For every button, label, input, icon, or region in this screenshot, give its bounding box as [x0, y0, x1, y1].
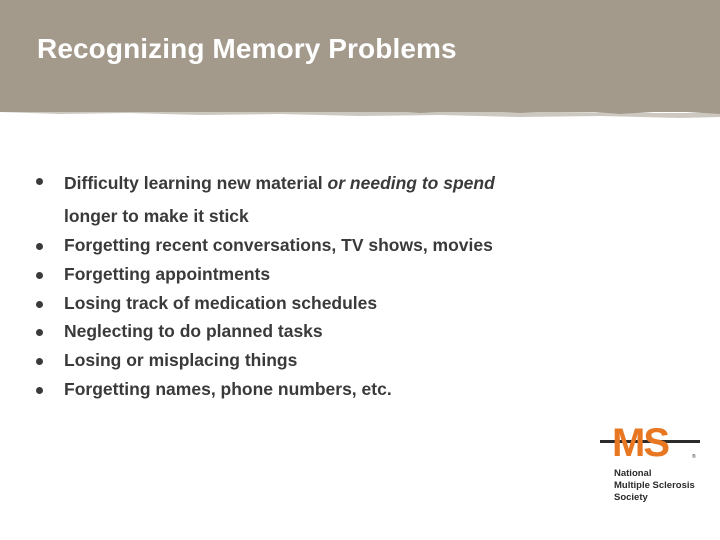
- bullet-item: [36, 289, 596, 318]
- bullet-list: [36, 173, 596, 404]
- logo-line: National: [614, 468, 652, 479]
- bullet-item: [36, 260, 596, 289]
- bullet-item: [36, 317, 596, 346]
- bullet-text-continuation: longer to make it stick: [64, 206, 249, 226]
- bullet-text: Forgetting recent conversations, TV shows, movies: [64, 235, 493, 255]
- logo-line: Multiple Sclerosis: [614, 480, 695, 491]
- bullet-text: Difficulty learning new material: [64, 173, 328, 193]
- svg-text:®: ®: [692, 454, 696, 460]
- ms-logo-icon: [596, 412, 706, 468]
- logo-line: Society: [614, 492, 648, 503]
- bullet-dot-icon: [36, 358, 43, 365]
- bullet-item: [36, 231, 596, 260]
- brush-stroke-divider: [0, 100, 720, 124]
- bullet-dot-icon: [36, 329, 43, 336]
- bullet-dot-icon: [36, 243, 43, 250]
- slide-title: Recognizing Memory Problems: [37, 33, 457, 64]
- bullet-item: [36, 173, 596, 231]
- logo-letters: MS: [612, 421, 668, 465]
- bullet-dot-icon: [36, 301, 43, 308]
- ms-society-logo: [596, 412, 706, 512]
- bullet-text: Neglecting to do planned tasks: [64, 321, 323, 342]
- bullet-text: Losing track of medication schedules: [64, 292, 378, 313]
- bullet-dot-icon: [36, 387, 43, 394]
- bullet-dot-icon: [36, 272, 43, 279]
- bullet-text: Forgetting appointments: [64, 263, 271, 284]
- bullet-item: [36, 346, 596, 375]
- bullet-text: Forgetting names, phone numbers, etc.: [64, 378, 392, 399]
- bullet-text-italic: or needing to spend: [327, 173, 495, 193]
- title-bar: [0, 0, 720, 112]
- bullet-dot-icon: [36, 178, 43, 185]
- bullet-text: Losing or misplacing things: [64, 350, 298, 371]
- logo-wordmark: [614, 468, 695, 504]
- bullet-item: [36, 375, 596, 404]
